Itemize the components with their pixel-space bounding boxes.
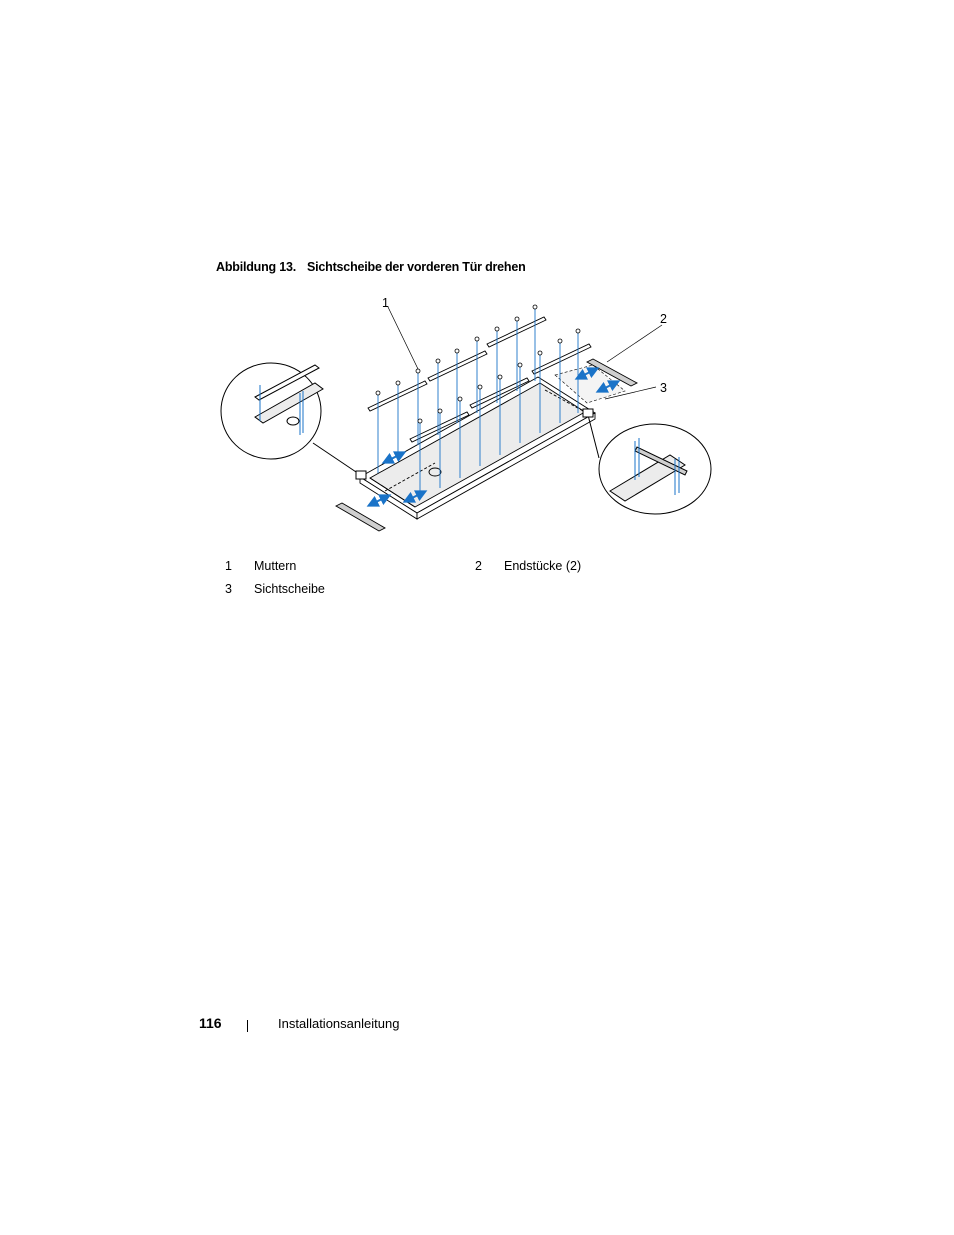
legend-item-end-pieces: 2 Endstücke (2) bbox=[475, 559, 582, 573]
legend-item-view-pane: 3 Sichtscheibe bbox=[225, 582, 325, 596]
callout-3: 3 bbox=[660, 381, 667, 395]
detail-circle-left bbox=[221, 363, 366, 479]
figure-number: Abbildung 13. bbox=[216, 260, 297, 274]
document-title: Installationsanleitung bbox=[278, 1016, 400, 1031]
end-piece-left bbox=[336, 503, 385, 531]
figure-caption bbox=[216, 260, 526, 274]
footer-separator bbox=[247, 1020, 248, 1032]
legend-item-nuts: 1 Muttern bbox=[225, 559, 297, 573]
detail-circle-right bbox=[583, 409, 711, 514]
page-number: 116 bbox=[199, 1015, 222, 1031]
callout-1: 1 bbox=[382, 296, 389, 310]
callout-2: 2 bbox=[660, 312, 667, 326]
door-window-illustration bbox=[215, 295, 720, 540]
figure-title: Sichtscheibe der vorderen Tür drehen bbox=[307, 260, 526, 274]
